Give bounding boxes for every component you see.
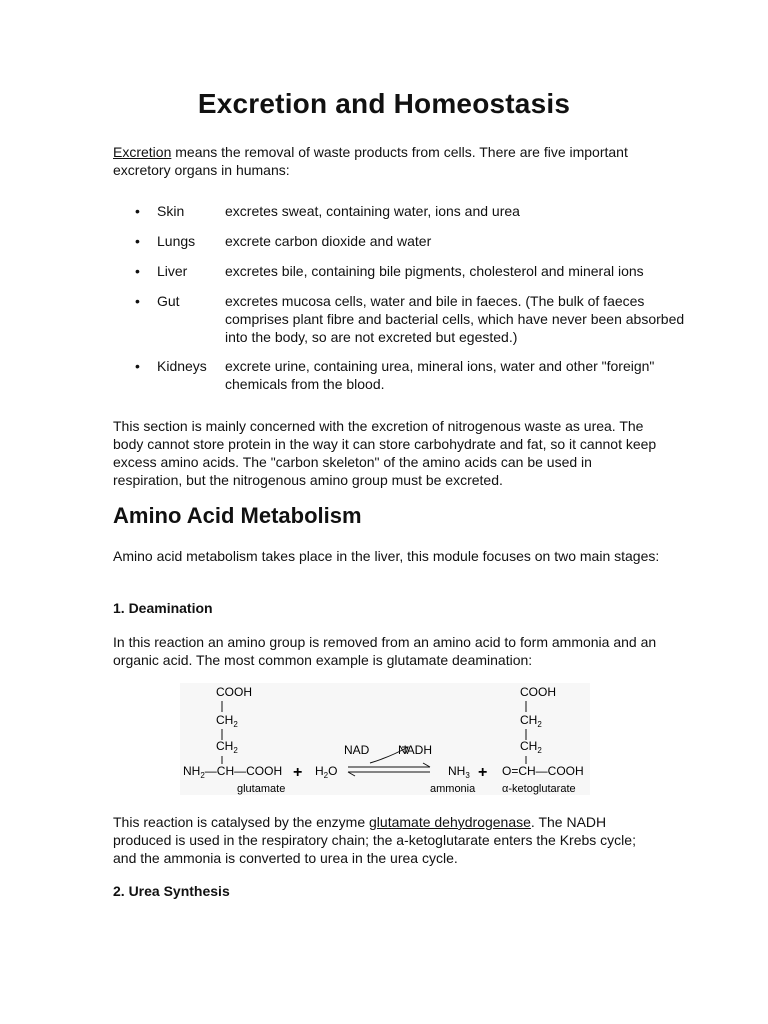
organ-description: excretes mucosa cells, water and bile in faeces. (The bulk of faeces comprises plant fibre and bacterial cells, which have never been absorbed into the body, so are not excreted but egested.) bbox=[225, 293, 685, 345]
intro-paragraph bbox=[113, 143, 673, 179]
nadh-label: NADH bbox=[398, 743, 433, 757]
amino-acid-heading: Amino Acid Metabolism bbox=[113, 503, 362, 528]
right-ch2-bottom: $CH_2$ bbox=[520, 739, 542, 755]
bullet-icon: • bbox=[135, 358, 140, 374]
ammonia-label: ammonia bbox=[430, 783, 476, 795]
bullet-icon: • bbox=[135, 203, 140, 219]
nad-label: NAD bbox=[344, 743, 370, 757]
catalysed-text-after: . The NADH produced is used in the respiratory chain; the a-ketoglutarate enters the Krebs cycle; and the ammonia is converted to urea in the urea cycle. bbox=[113, 814, 636, 866]
plus-sign: + bbox=[478, 764, 488, 781]
glutamate-label: glutamate bbox=[237, 783, 286, 795]
catalysed-paragraph bbox=[113, 813, 653, 867]
left-cooh: COOH bbox=[216, 685, 252, 699]
urea-synthesis-heading: 2. Urea Synthesis bbox=[113, 883, 230, 899]
right-ch2-top: $CH_2$ bbox=[520, 713, 542, 729]
right-cooh: COOH bbox=[520, 685, 556, 699]
organ-name: Lungs bbox=[157, 233, 196, 249]
ammonia-formula: $NH_3$ bbox=[448, 764, 470, 780]
plus-sign: + bbox=[293, 764, 303, 781]
page-title: Excretion and Homeostasis bbox=[197, 88, 571, 119]
glutamate-deamination-diagram bbox=[180, 683, 590, 795]
amino-paragraph: Amino acid metabolism takes place in the liver, this module focuses on two main stages: bbox=[113, 548, 660, 564]
organ-name: Skin bbox=[157, 203, 185, 219]
ketoglutarate-label: α-ketoglutarate bbox=[502, 783, 576, 795]
water-formula: $H_2O$ bbox=[315, 764, 338, 780]
left-ch2-bottom: $CH_2$ bbox=[216, 739, 238, 755]
intro-text: means the removal of waste products from cells. There are five important excretory organs in humans: bbox=[113, 144, 628, 178]
left-ch2-top: $CH_2$ bbox=[216, 713, 238, 729]
catalysed-text-before: This reaction is catalysed by the enzyme bbox=[113, 814, 370, 830]
ketoglutarate-formula: O=CH—COOH bbox=[502, 764, 584, 778]
deamination-paragraph: In this reaction an amino group is removed from an amino acid to form ammonia and an organic acid. The most common example is glutamate deamination: bbox=[113, 634, 657, 668]
organ-name: Kidneys bbox=[157, 358, 207, 374]
organ-description: excrete urine, containing urea, mineral ions, water and other "foreign" chemicals from the blood. bbox=[225, 358, 655, 392]
organ-description: excretes bile, containing bile pigments, cholesterol and mineral ions bbox=[225, 263, 644, 279]
glutamate-formula: $NH_2—CH—COOH$ bbox=[183, 764, 283, 780]
organ-description: excretes sweat, containing water, ions and urea bbox=[225, 203, 520, 219]
organ-name: Gut bbox=[157, 293, 180, 309]
bullet-icon: • bbox=[135, 233, 140, 249]
bullet-icon: • bbox=[135, 263, 140, 279]
excretion-term: Excretion bbox=[113, 144, 172, 160]
section-paragraph: This section is mainly concerned with the excretion of nitrogenous waste as urea. The body cannot store protein in the way it can store carbohydrate and fat, so it cannot keep excess amino acids. The "carbon skeleton" of the amino acids can be used in respiration, but the nitrogenous amino group must be excreted. bbox=[113, 418, 657, 488]
enzyme-link[interactable]: glutamate dehydrogenase bbox=[369, 814, 531, 830]
deamination-heading: 1. Deamination bbox=[113, 600, 213, 616]
organ-description: excrete carbon dioxide and water bbox=[225, 233, 432, 249]
organ-name: Liver bbox=[157, 263, 188, 279]
bullet-icon: • bbox=[135, 293, 140, 309]
